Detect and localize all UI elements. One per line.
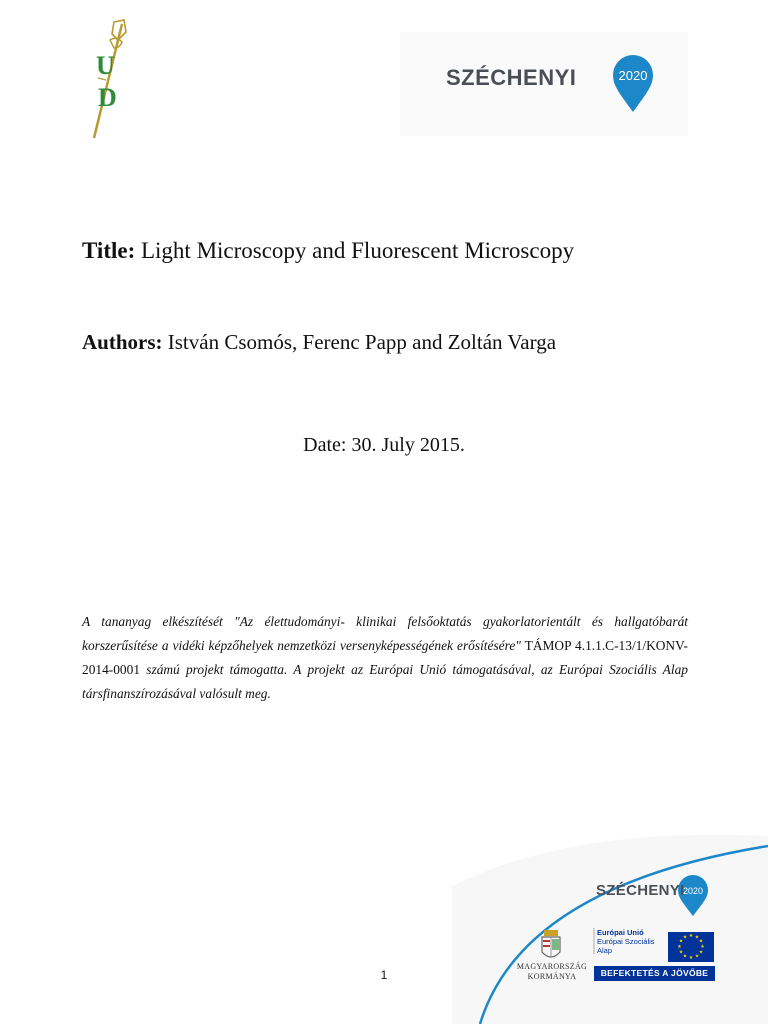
footer-szechenyi-year: 2020 [682, 886, 704, 896]
svg-text:★: ★ [698, 938, 704, 945]
funding-text-part2: számú projekt támogatta. A projekt az Európai Unió támogatásával, az Európai Szociális Alap társfinanszírozásával valósult meg. [82, 662, 688, 701]
svg-text:★: ★ [677, 944, 682, 950]
document-title [82, 238, 574, 264]
title-text: Light Microscopy and Fluorescent Microscopy [135, 238, 575, 263]
svg-text:★: ★ [678, 938, 684, 945]
government-line2: KORMÁNYA [527, 972, 577, 981]
szechenyi-year: 2020 [618, 68, 648, 83]
svg-text:★: ★ [698, 949, 704, 956]
authors-text: István Csomós, Ferenc Papp and Zoltán Varga [162, 330, 557, 354]
svg-text:★: ★ [694, 934, 700, 941]
eu-line1: Európai Unió [597, 928, 644, 937]
svg-text:★: ★ [688, 955, 694, 961]
funding-text-part1: A tananyag elkészítését "Az élettudományi- klinikai felsőoktatás gyakorlatorientált és hallgatóbarát korszerűsítése a vidéki képzőhelyek nemzetközi versenyképességének erősítésére" [82, 614, 688, 653]
eu-flag-icon [668, 932, 714, 962]
svg-text:U: U [96, 51, 115, 80]
document-date: Date: 30. July 2015. [303, 434, 465, 456]
svg-text:★: ★ [694, 953, 700, 960]
footer-logos-panel [452, 826, 768, 1024]
government-line1: MAGYARORSZÁG [516, 962, 588, 971]
svg-text:★: ★ [700, 944, 705, 950]
eu-line2: Európai Szociális [597, 937, 655, 946]
funding-statement [82, 610, 688, 706]
project-code: TÁMOP 4.1.1.C-13/1/KONV-2014-0001 [82, 638, 688, 677]
investment-banner: BEFEKTETÉS A JÖVŐBE [594, 966, 715, 981]
authors-label: Authors: [82, 330, 163, 354]
footer-szechenyi-word: SZÉCHENYI [596, 882, 685, 899]
szechenyi-2020-logo [400, 32, 688, 136]
page-number: 1 [380, 968, 388, 982]
university-logo [84, 18, 136, 142]
svg-text:★: ★ [682, 953, 688, 960]
svg-text:★: ★ [678, 949, 684, 956]
title-label: Title: [82, 238, 136, 263]
svg-text:D: D [98, 83, 117, 112]
government-caption [516, 962, 588, 982]
eu-caption [597, 928, 667, 955]
svg-text:★: ★ [682, 934, 688, 941]
map-pin-icon [610, 52, 656, 114]
document-authors [82, 330, 556, 355]
eu-line3: Alap [597, 946, 613, 955]
svg-text:★: ★ [688, 933, 694, 939]
szechenyi-word: SZÉCHENYI [446, 65, 577, 90]
